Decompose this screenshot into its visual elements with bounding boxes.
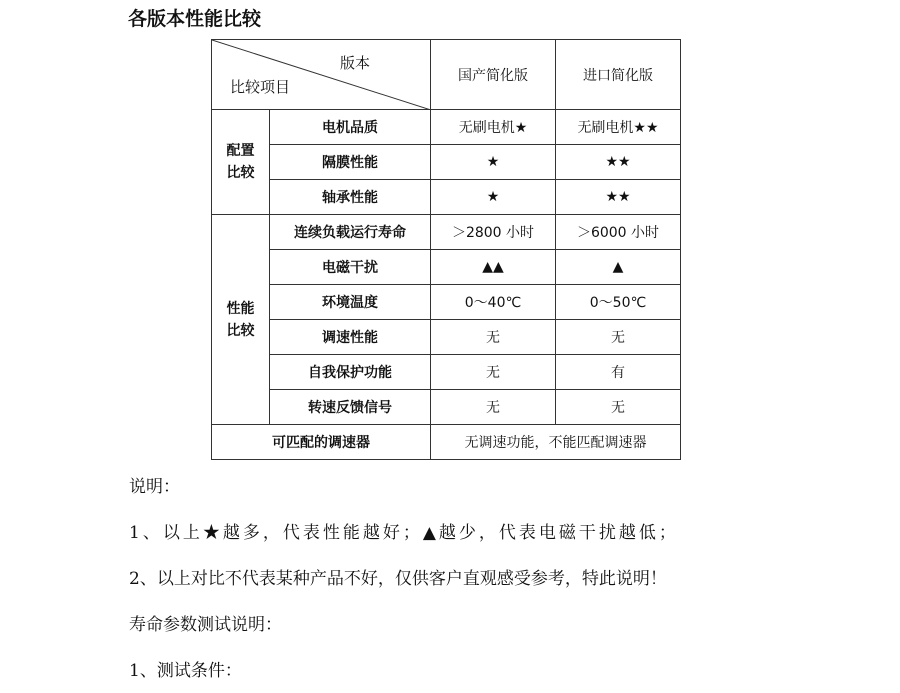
row-item-label: 电机品质	[270, 110, 431, 145]
row-value-domestic: ★	[431, 180, 556, 215]
row-item-label: 自我保护功能	[270, 355, 431, 390]
row-value-imported: ★★	[556, 180, 681, 215]
row-item-label: 转速反馈信号	[270, 390, 431, 425]
note-line: 1、测试条件：	[129, 661, 242, 681]
header-version-label: 版本	[340, 54, 371, 72]
row-value-domestic: ▲▲	[431, 250, 556, 285]
row-item-label: 环境温度	[270, 285, 431, 320]
diagonal-header-cell	[212, 40, 431, 110]
row-value-imported: 无刷电机★★	[556, 110, 681, 145]
header-col-imported: 进口简化版	[556, 40, 681, 110]
row-value-imported: 0～50℃	[556, 285, 681, 320]
diagonal-line	[212, 40, 431, 110]
row-value-domestic: ＞2800 小时	[431, 215, 556, 250]
note-line: 寿命参数测试说明：	[129, 615, 282, 635]
header-item-label: 比较项目	[230, 78, 291, 96]
group-config-label: 配置 比较	[212, 110, 270, 215]
footer-label: 可匹配的调速器	[212, 425, 431, 460]
row-value-imported: 有	[556, 355, 681, 390]
note-line: 说明：	[129, 477, 180, 497]
row-item-label: 轴承性能	[270, 180, 431, 215]
row-item-label: 调速性能	[270, 320, 431, 355]
footer-value: 无调速功能，不能匹配调速器	[431, 425, 681, 460]
row-value-domestic: 0～40℃	[431, 285, 556, 320]
row-value-domestic: 无	[431, 390, 556, 425]
page-title: 各版本性能比较	[128, 8, 262, 30]
row-value-imported: 无	[556, 320, 681, 355]
row-value-domestic: 无刷电机★	[431, 110, 556, 145]
group-performance-label: 性能 比较	[212, 215, 270, 425]
row-item-label: 隔膜性能	[270, 145, 431, 180]
row-value-imported: 无	[556, 390, 681, 425]
row-value-imported: ▲	[556, 250, 681, 285]
row-item-label: 连续负载运行寿命	[270, 215, 431, 250]
row-value-domestic: ★	[431, 145, 556, 180]
row-item-label: 电磁干扰	[270, 250, 431, 285]
note-line: 1、以上★越多，代表性能越好；▲越少，代表电磁干扰越低；	[129, 523, 679, 543]
row-value-domestic: 无	[431, 320, 556, 355]
comparison-table	[211, 39, 681, 460]
row-value-domestic: 无	[431, 355, 556, 390]
header-col-domestic: 国产简化版	[431, 40, 556, 110]
note-line: 2、以上对比不代表某种产品不好，仅供客户直观感受参考，特此说明！	[129, 569, 667, 589]
row-value-imported: ★★	[556, 145, 681, 180]
row-value-imported: ＞6000 小时	[556, 215, 681, 250]
